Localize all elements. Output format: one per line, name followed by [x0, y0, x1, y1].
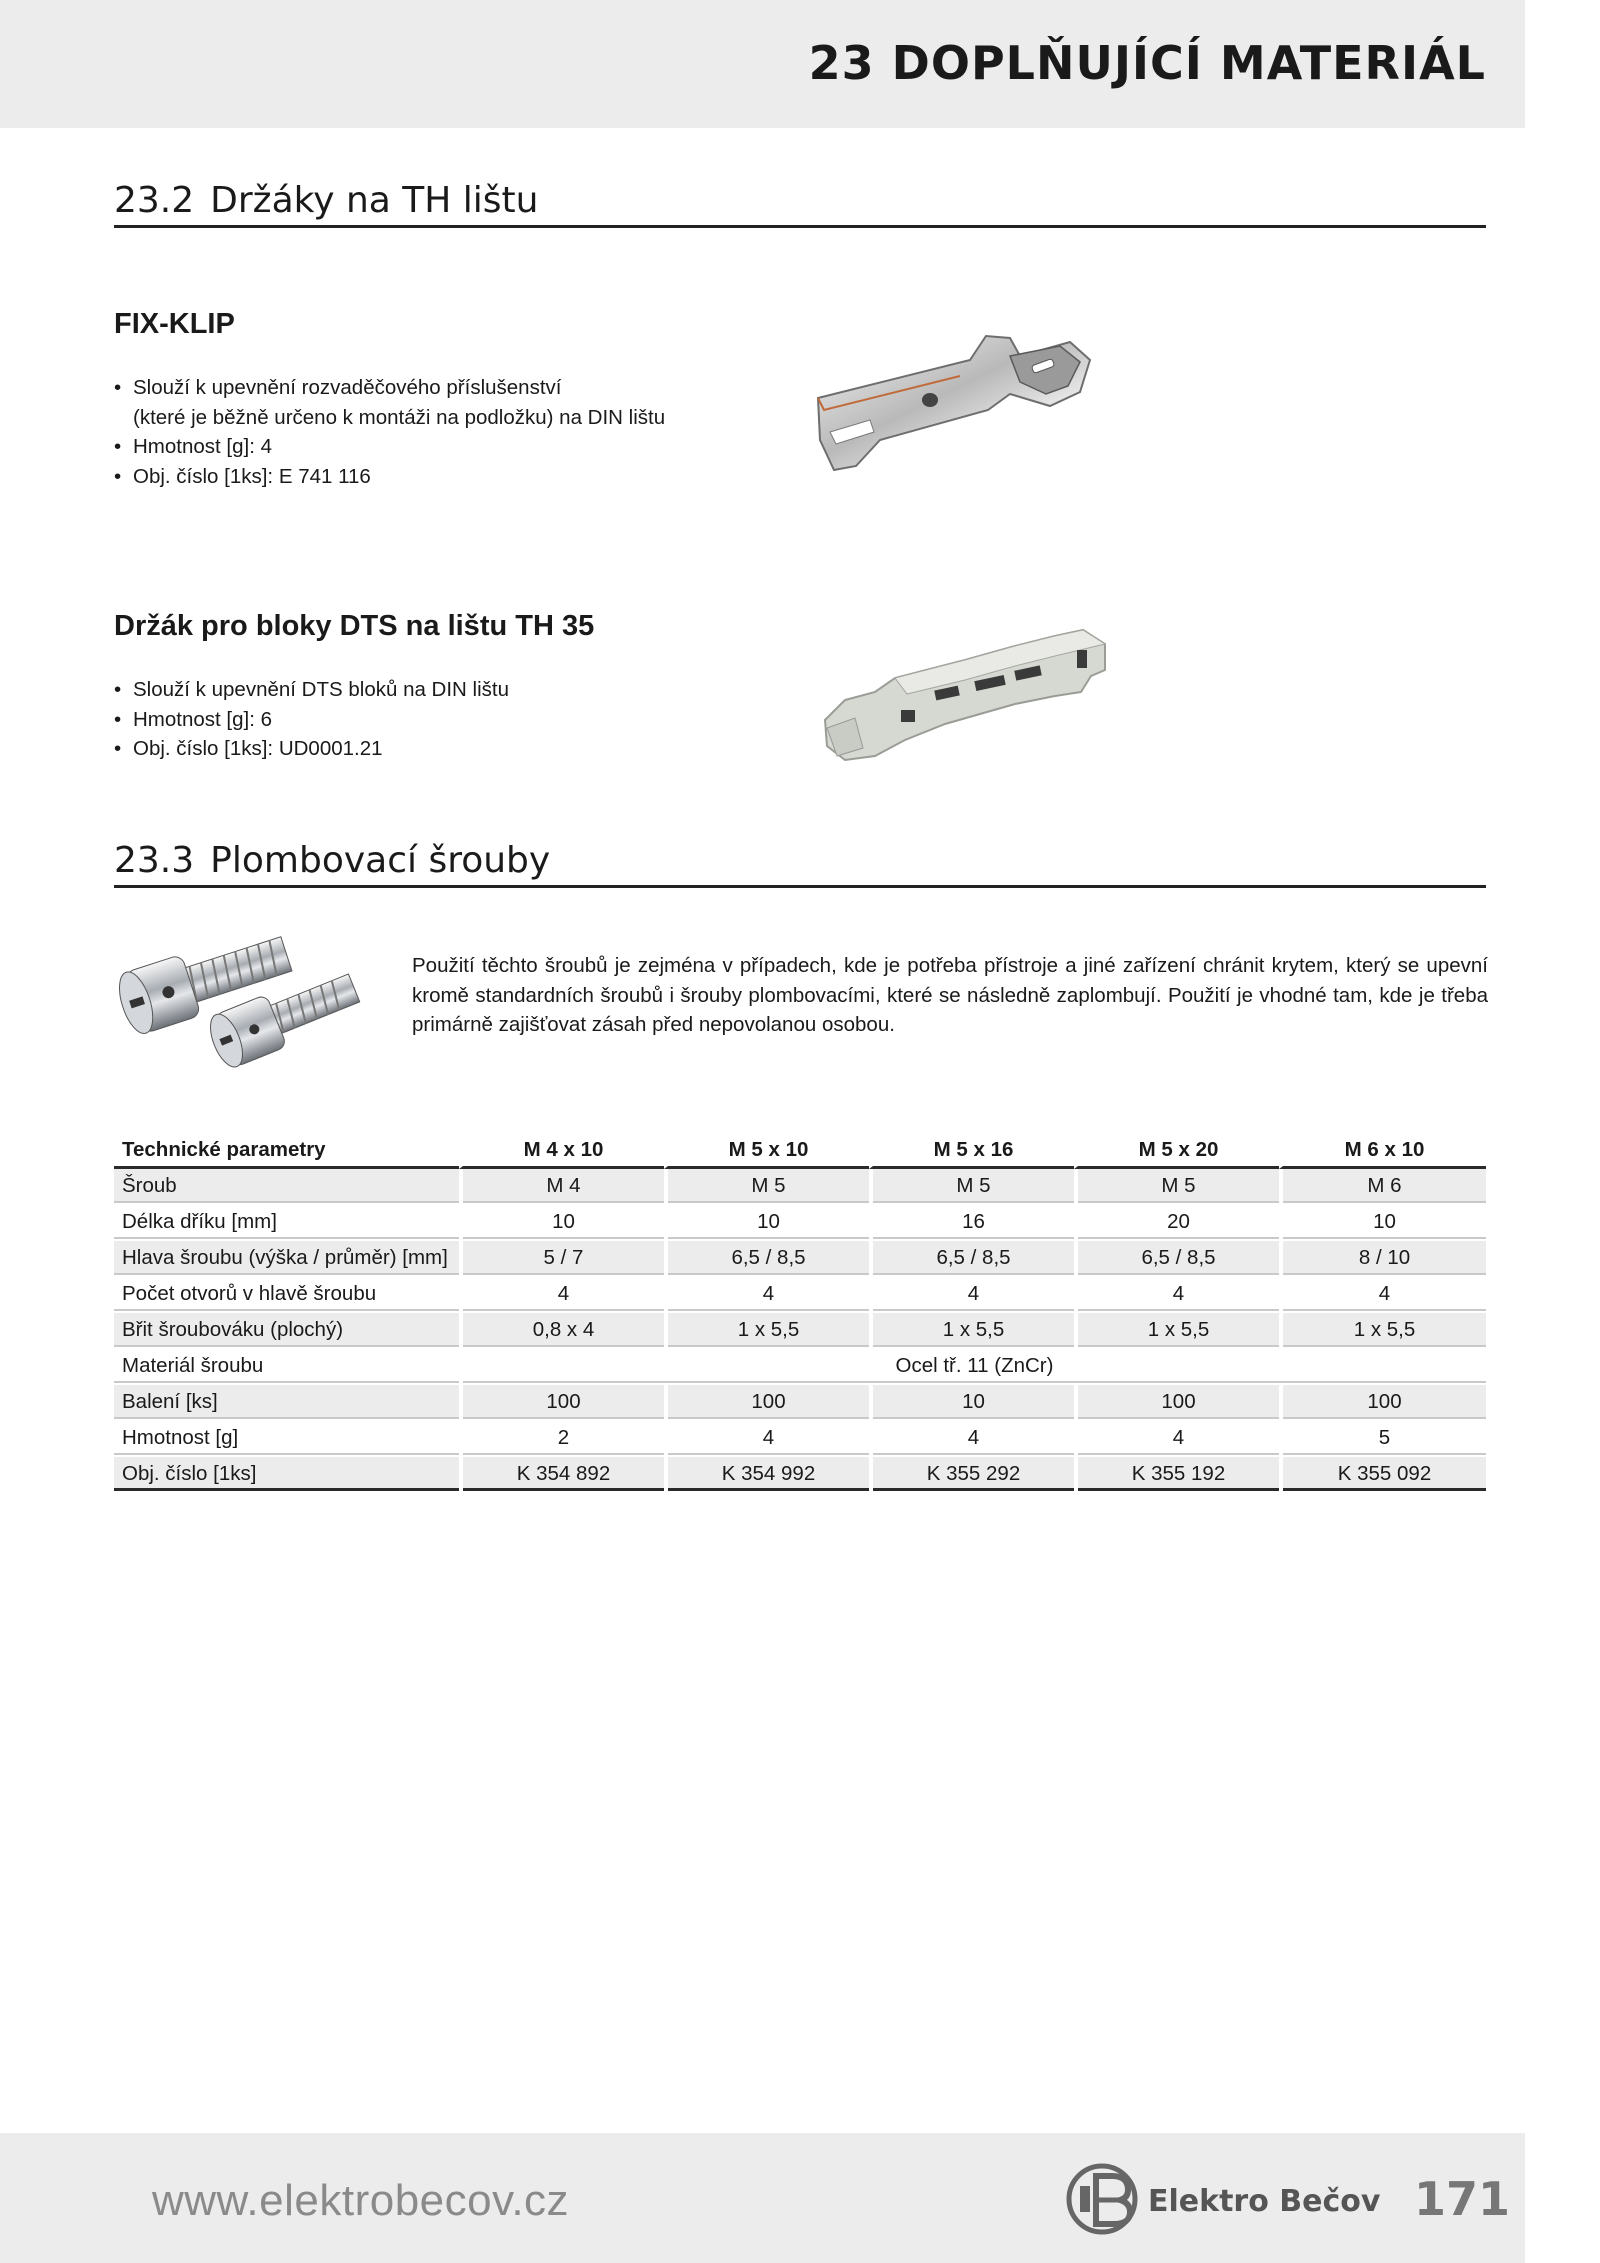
table-cell: 20: [1074, 1205, 1279, 1241]
table-cell: 4: [869, 1277, 1074, 1313]
brand-name: Elektro Bečov: [1148, 2183, 1381, 2219]
table-row: [114, 1277, 1486, 1313]
bullet-text-continued: (které je běžně určeno k montáži na podložku) na DIN lištu: [133, 405, 666, 429]
bullet-item: [114, 432, 665, 462]
table-cell: 10: [869, 1385, 1074, 1421]
table-row: [114, 1421, 1486, 1457]
column-header: M 5 x 20: [1074, 1133, 1279, 1169]
table-row: [114, 1169, 1486, 1205]
brand-logo: [1066, 2162, 1380, 2240]
table-cell: 1 x 5,5: [664, 1313, 869, 1349]
table-cell: 2: [459, 1421, 664, 1457]
table-cell: 100: [1279, 1385, 1486, 1421]
elektro-becov-logo-icon: [1066, 2160, 1140, 2243]
table-row: [114, 1205, 1486, 1241]
table-cell: 4: [459, 1277, 664, 1313]
section-heading-23-3: [114, 840, 1486, 888]
parameters-table: [114, 1133, 1486, 1493]
table-cell: Šroub: [114, 1169, 459, 1205]
table-cell: 1 x 5,5: [869, 1313, 1074, 1349]
table-cell: 10: [1279, 1205, 1486, 1241]
table-cell: 4: [664, 1421, 869, 1457]
table-cell: 6,5 / 8,5: [1074, 1241, 1279, 1277]
table-cell: 10: [459, 1205, 664, 1241]
table-cell: K 355 092: [1279, 1457, 1486, 1493]
product-bullets-fix-klip: [114, 373, 665, 491]
bullet-item: [114, 705, 509, 735]
table-cell: Obj. číslo [1ks]: [114, 1457, 459, 1493]
table-cell: M 4: [459, 1169, 664, 1205]
table-row: [114, 1385, 1486, 1421]
table-cell: 10: [664, 1205, 869, 1241]
bullet-text: Slouží k upevnění DTS bloků na DIN lištu: [133, 678, 510, 701]
bullet-item: [114, 734, 509, 764]
column-header: Technické parametry: [114, 1133, 459, 1169]
product-title-dts-holder: Držák pro bloky DTS na lištu TH 35: [114, 610, 595, 642]
table-cell: M 5: [1074, 1169, 1279, 1205]
section-number: 23.2: [114, 180, 195, 221]
dts-holder-photo: [815, 600, 1115, 770]
table-cell: 6,5 / 8,5: [664, 1241, 869, 1277]
table-cell: 4: [664, 1277, 869, 1313]
sealing-screws-photo: [114, 920, 384, 1080]
table-cell: 1 x 5,5: [1074, 1313, 1279, 1349]
table-cell: Materiál šroubu: [114, 1349, 459, 1385]
website-link[interactable]: www.elektrobecov.cz: [152, 2176, 570, 2225]
table-cell: 6,5 / 8,5: [869, 1241, 1074, 1277]
table-cell: K 355 192: [1074, 1457, 1279, 1493]
table-cell: Balení [ks]: [114, 1385, 459, 1421]
section-title: Plombovací šrouby: [210, 840, 551, 881]
table-cell: 0,8 x 4: [459, 1313, 664, 1349]
bullet-text: Obj. číslo [1ks]: E 741 116: [133, 464, 371, 488]
column-header: M 5 x 10: [664, 1133, 869, 1169]
table-cell: 4: [1074, 1421, 1279, 1457]
table-row: [114, 1313, 1486, 1349]
table-cell: Délka dříku [mm]: [114, 1205, 459, 1241]
column-header: M 6 x 10: [1279, 1133, 1486, 1169]
bullet-text: Hmotnost [g]: 6: [133, 707, 273, 731]
screws-description: Použití těchto šroubů je zejména v případech, kde je potřeba přístroje a jiné zařízení chránit krytem, který se upevní kromě standardních šroubů i šrouby plombovacími, které se následně zaplombují. Použití je vhodné tam, kde je třeba primárně zajišťovat zásah před nepovolanou osobou.: [412, 954, 1488, 1036]
column-header: M 4 x 10: [459, 1133, 664, 1169]
bullet-item: [114, 675, 509, 705]
table-cell: K 354 892: [459, 1457, 664, 1493]
page-number: 171: [1414, 2172, 1511, 2226]
bullet-item: [114, 373, 665, 432]
table-cell: K 354 992: [664, 1457, 869, 1493]
table-cell: 4: [1074, 1277, 1279, 1313]
column-header: M 5 x 16: [869, 1133, 1074, 1169]
product-title-fix-klip: FIX-KLIP: [114, 308, 235, 340]
table-cell: 5 / 7: [459, 1241, 664, 1277]
bullet-text: Slouží k upevnění rozvaděčového příslušenství: [133, 376, 562, 399]
table-cell: 16: [869, 1205, 1074, 1241]
table-cell: 4: [869, 1421, 1074, 1457]
section-number: 23.3: [114, 840, 195, 881]
table-row: [114, 1457, 1486, 1493]
table-cell: M 5: [664, 1169, 869, 1205]
chapter-title: 23 DOPLŇUJÍCÍ MATERIÁL: [808, 36, 1486, 90]
table-header-row: [114, 1133, 1486, 1169]
table-cell: 5: [1279, 1421, 1486, 1457]
table-cell: 8 / 10: [1279, 1241, 1486, 1277]
table-row: [114, 1241, 1486, 1277]
table-cell: 100: [664, 1385, 869, 1421]
fix-clip-photo: [810, 320, 1100, 490]
bullet-text: Obj. číslo [1ks]: UD0001.21: [133, 737, 383, 760]
section-title: Držáky na TH lištu: [210, 180, 539, 221]
table-cell: M 5: [869, 1169, 1074, 1205]
table-cell: 100: [459, 1385, 664, 1421]
bullet-item: [114, 462, 665, 492]
section-heading-23-2: [114, 180, 1486, 228]
bullet-text: Hmotnost [g]: 4: [133, 435, 273, 458]
table-cell: Hmotnost [g]: [114, 1421, 459, 1457]
table-row-material: [114, 1349, 1486, 1385]
table-cell: M 6: [1279, 1169, 1486, 1205]
table-cell: Břit šroubováku (plochý): [114, 1313, 459, 1349]
table-cell: 4: [1279, 1277, 1486, 1313]
table-cell: 100: [1074, 1385, 1279, 1421]
table-cell: Hlava šroubu (výška / průměr) [mm]: [114, 1241, 459, 1277]
table-cell-merged: Ocel tř. 11 (ZnCr): [459, 1349, 1486, 1385]
table-cell: K 355 292: [869, 1457, 1074, 1493]
table-cell: Počet otvorů v hlavě šroubu: [114, 1277, 459, 1313]
product-bullets-dts-holder: [114, 675, 509, 764]
table-cell: 1 x 5,5: [1279, 1313, 1486, 1349]
